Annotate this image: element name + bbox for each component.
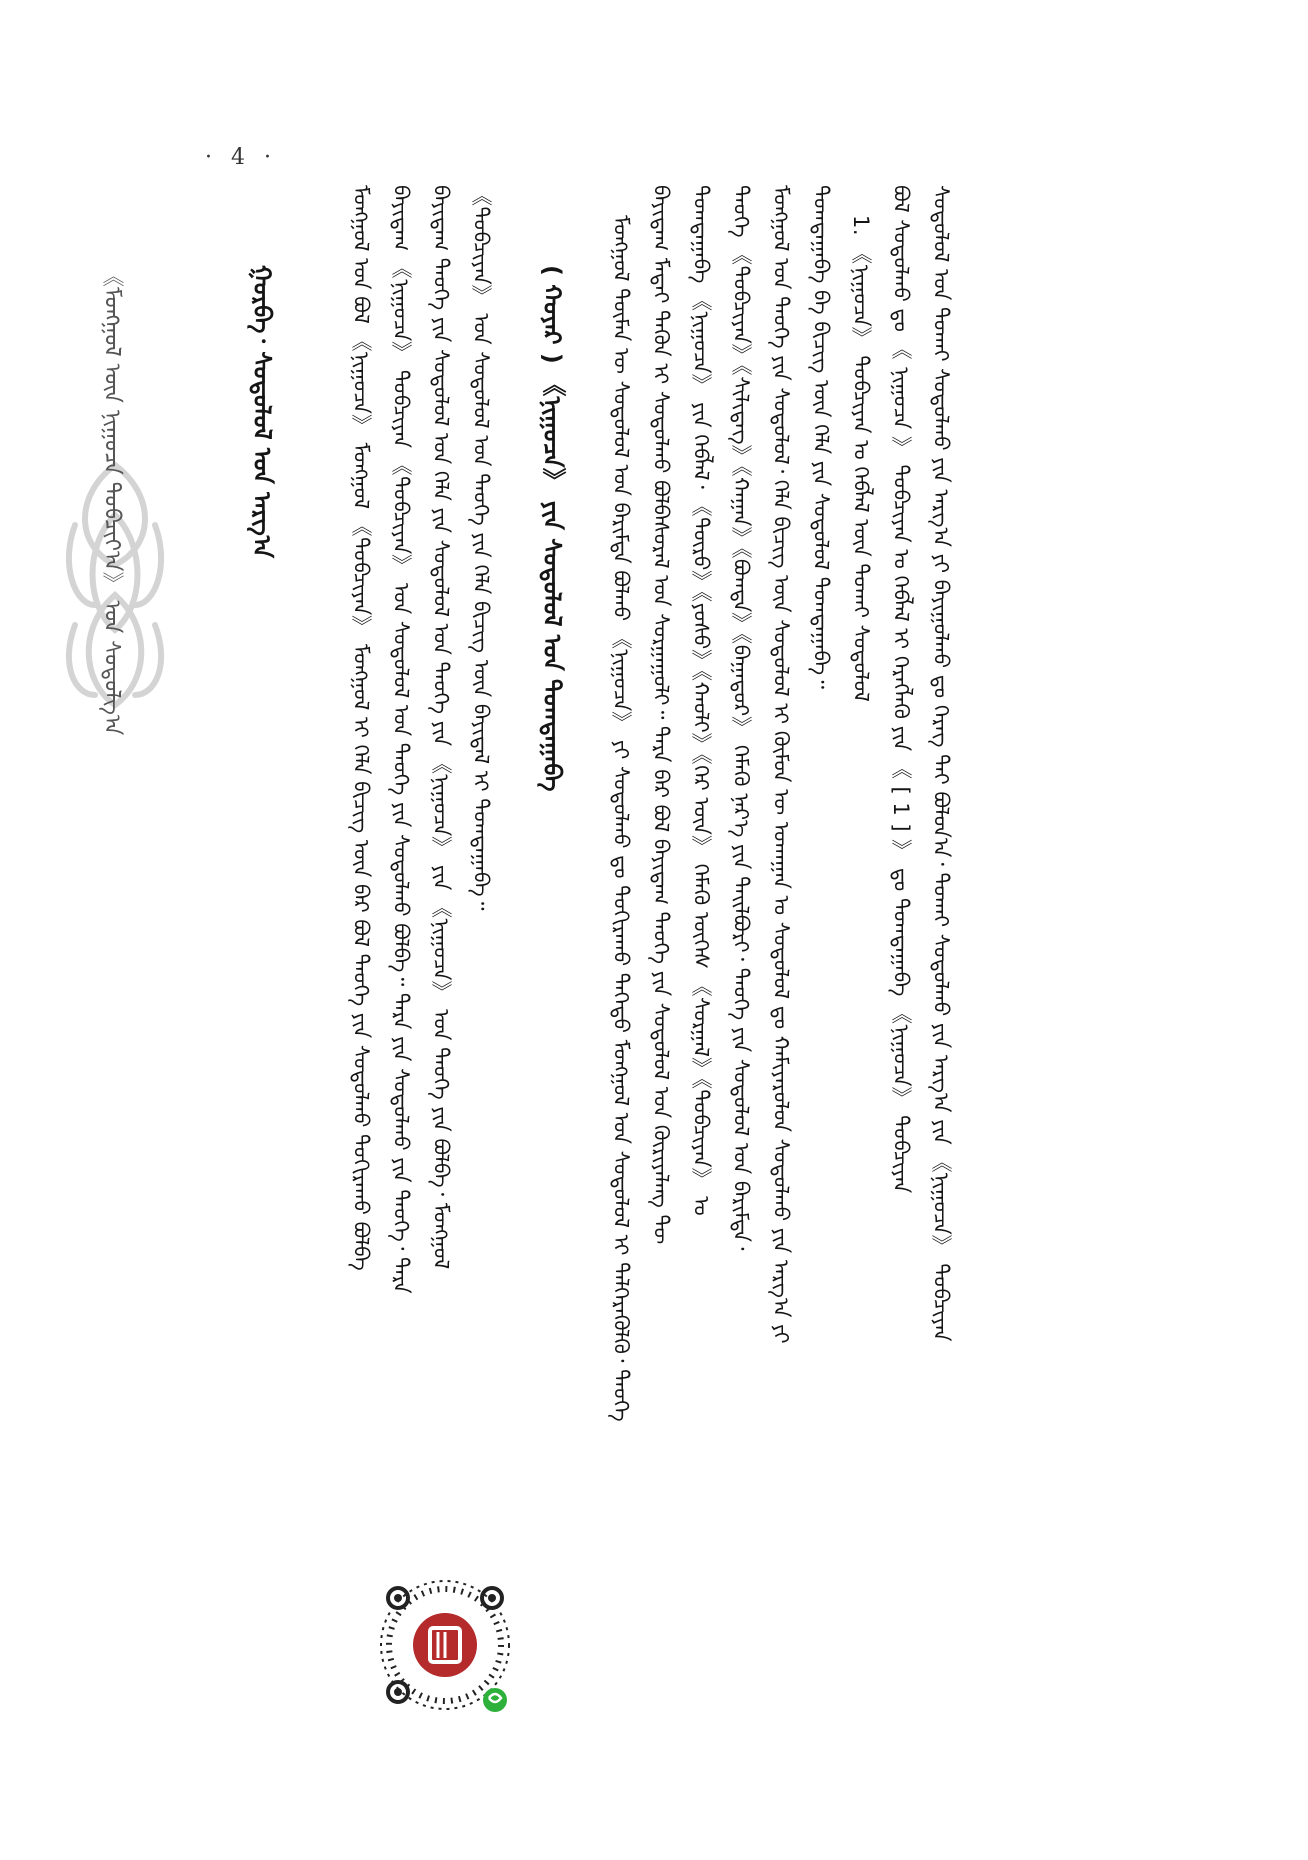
text-column-3: 1. 《ᠨᠢᠭᠤᠴᠠ》 ᠲᠣᠪᠴᠢᠶᠠᠨ ᠤ ᠬᠡᠪᠯᠡᠯ ᠦᠨ ᠲᠣᠬᠠᠢ ᠰᠤᠳᠤᠯᠤᠯ xyxy=(849,215,873,702)
text-column-1: ᠰᠤᠳᠤᠯᠤᠯ ᠤᠨ ᠲᠣᠬᠠᠢ ᠰᠤᠳᠤᠯᠬᠤ ᠶᠢᠨ ᠠᠷᠭ᠎ᠠ ᠶᠢ ᠪᠠᠶᠢᠭᠤᠯᠬᠤ ᠳᠤ ᠬᠡᠷᠡᠭ ᠲᠠᠢ ᠪᠣᠯᠤᠨ᠎ᠠ᠂ ᠲᠣᠬᠠᠢ ᠰᠤᠳᠤᠯᠬᠤ ᠶᠢᠨ ᠠᠷᠭ᠎ᠠ ᠶᠢᠨ 《ᠨᠢᠭᠤᠴᠠ》 ᠲᠣᠪᠴᠢᠶᠠᠨ xyxy=(929,185,953,1342)
text-column-12: ᠪᠠᠶᠢᠳᠠᠭ 《ᠨᠢᠭᠤᠴᠠ》 ᠲᠣᠪᠴᠢᠶᠠᠨ 《ᠲᠣᠪᠴᠢᠶᠠᠨ》 ᠤᠨ ᠰᠤᠳᠤᠯᠤᠯ ᠤᠨ ᠲᠡᠦᠬᠡ ᠶᠢᠨ ᠰᠤᠳᠤᠯᠬᠤ ᠪᠣᠯᠪᠠ᠃ ᠲᠡᠷᠡ ᠶᠢᠨ ᠰᠤᠳᠤᠯᠬᠤ ᠶᠢᠨ ᠲᠡᠦᠬᠡ᠂ ᠲᠡᠷᠡ xyxy=(389,185,413,1294)
text-column-11: ᠪᠠᠶᠢᠳᠠᠭ ᠲᠡᠦᠬᠡ ᠶᠢᠨ ᠰᠤᠳᠤᠯᠤᠯ ᠤᠨ ᠬᠡᠯᠡ ᠶᠢᠨ ᠰᠤᠳᠤᠯᠤᠯ ᠤᠨ ᠲᠡᠦᠬᠡ ᠶᠢᠨ 《ᠨᠢᠭᠤᠴᠠ》 ᠶᠢᠨ 《ᠨᠢᠭᠤᠴᠠ》 ᠤᠨ ᠲᠡᠦᠬᠡ ᠶᠢᠨ ᠪᠣᠯᠪᠠ᠂ ᠮᠣᠩᠭᠣᠯ xyxy=(429,185,453,1270)
text-column-2: ᠪᠣᠯ ᠰᠤᠳᠤᠯᠬᠤ ᠳᠤ 《 ᠨᠢᠭᠤᠴᠠ 》 ᠲᠣᠪᠴᠢᠶᠠᠨ ᠤ ᠬᠡᠪᠯᠡᠯ ᠢ ᠬᠡᠷᠡᠭᠯᠡᠬᠦ ᠶᠢᠨ 《 [ 1 ] 》 ᠳᠤ ᠲᠣᠭᠲᠠᠭᠠᠪᠠ 《ᠨᠢᠭᠤᠴᠠ》 ᠲᠣᠪᠴᠢᠶᠠᠨ xyxy=(889,185,913,1194)
section-heading-2: ( ᠬᠣᠶᠠᠷ ) 《ᠨᠢᠭᠤᠴᠠ》 ᠶᠢᠨ ᠰᠤᠳᠤᠯᠤᠯ ᠤᠨ ᠲᠣᠭᠲᠠᠭᠠᠪᠠ xyxy=(538,265,566,792)
text-column-7: ᠲᠣᠭᠲᠠᠭᠠᠪᠠ 《ᠨᠢᠭᠤᠴᠠ》 ᠶᠢᠨ ᠬᠡᠪᠯᠡᠯ᠂ 《ᠲᠦᠷᠦ》《ᠶᠣᠰᠤ》《ᠬᠠᠤᠯᠢ》《ᠭᠡᠷ ᠦᠨ》 ᠬᠡᠮᠡᠬᠦ ᠦᠭᠡᠰ 《ᠰᠤᠷᠭᠠᠯ》《ᠲᠣᠪᠴᠢᠶᠠᠨ》 ᠤ xyxy=(689,185,713,1216)
qr-code-icon[interactable] xyxy=(370,1570,520,1770)
text-column-9: ᠮᠣᠩᠭᠣᠯ ᠲᠦᠮᠡᠨ ᠦ ᠰᠤᠳᠤᠯᠤᠯ ᠤᠨ ᠪᠠᠷᠢᠮᠲᠠ ᠪᠣᠯᠬᠤ 《ᠨᠢᠭᠤᠴᠠ》 ᠶᠢ ᠰᠤᠳᠤᠯᠬᠤ ᠳᠤ ᠲᠣᠬᠢᠷᠠᠬᠤ ᠳᠡᠭᠡᠳᠦ ᠮᠣᠩᠭᠣᠯ ᠤᠨ ᠰᠤᠳᠤᠯᠤᠯ ᠢ ᠲᠡᠯᠭᠡᠷᠡᠭᠦᠯᠬᠦ᠂ ᠲᠡᠦᠬᠡ xyxy=(609,215,633,1422)
text-column-10: 《ᠲᠣᠪᠴᠢᠶᠠᠨ》 ᠤᠨ ᠰᠤᠳᠤᠯᠤᠯ ᠤᠨ ᠲᠡᠦᠬᠡ ᠶᠢᠨ ᠬᠡᠯᠡ ᠪᠢᠴᠢᠭ ᠦᠨ ᠪᠠᠶᠢᠳᠠᠯ ᠢ ᠲᠣᠭᠲᠠᠭᠠᠪᠠ᠃ xyxy=(469,185,493,911)
text-column-5: ᠮᠣᠩᠭᠣᠯ ᠤᠨ ᠲᠡᠦᠬᠡ ᠶᠢᠨ ᠰᠤᠳᠤᠯᠤᠯ᠂ ᠬᠡᠯᠡ ᠪᠢᠴᠢᠭ ᠦᠨ ᠰᠤᠳᠤᠯᠤᠯ ᠢ ᠬᠦᠮᠦᠨ ᠦ ᠤᠬᠠᠭᠠᠨ ᠤ ᠰᠤᠳᠤᠯᠤᠯ ᠳᠤ ᠬᠠᠮᠢᠶᠠᠷᠤᠯᠤᠨ ᠰᠤᠳᠤᠯᠬᠤ ᠶᠢᠨ ᠠᠷᠭ᠎ᠠ ᠶᠢ xyxy=(769,185,793,1344)
text-column-6: ᠲᠡᠦᠬᠡ 《ᠲᠣᠪᠴᠢᠶᠠᠨ》《ᠰᠢᠯᠢᠳᠡᠭ》《ᠬᠠᠭᠠᠨ》《ᠪᠣᠭᠳᠠ》《ᠪᠠᠭᠠᠲᠤᠷ》 ᠬᠡᠮᠡᠬᠦ ᠨᠡᠷ᠎ᠡ ᠶᠢᠨ ᠲᠠᠢᠯᠪᠤᠷᠢ᠂ ᠲᠡᠦᠬᠡ ᠶᠢᠨ ᠰᠤᠳᠤᠯᠤᠯ ᠤᠨ ᠪᠠᠷᠢᠮᠲᠠ᠂ xyxy=(729,185,753,1251)
running-title: 《ᠮᠣᠩᠭᠣᠯ ᠦᠨ ᠨᠢᠭᠤᠴᠠ ᠲᠣᠪᠴᠢᠶ᠎ᠠ》 ᠤᠨ ᠰᠤᠳᠤᠯᠭ᠎ᠠ xyxy=(99,265,124,736)
text-column-4: ᠲᠣᠭᠲᠠᠭᠠᠪᠠ ᠪᠠ ᠪᠢᠴᠢᠭ ᠦᠨ ᠬᠡᠯᠡ ᠶᠢᠨ ᠰᠤᠳᠤᠯᠤᠯ ᠲᠣᠭᠲᠠᠭᠠᠪᠠ᠃ xyxy=(809,185,833,689)
section-heading-3: ᠭᠤᠷᠪᠠ᠂ ᠰᠤᠳᠤᠯᠤᠯ ᠤᠨ ᠠᠷᠭ᠎ᠠ xyxy=(248,265,276,559)
text-column-8: ᠪᠠᠶᠢᠳᠠᠭ ᠮᠠᠲᠠᠢ ᠲᠡᠭᠦᠨ ᠢ ᠰᠤᠳᠤᠯᠬᠤ ᠪᠣᠯᠪᠠᠰᠤᠷᠠᠯ ᠤᠨ ᠰᠤᠷᠭᠠᠭᠤᠯᠢ᠃ ᠲᠡᠷᠡ ᠪᠡᠷ ᠪᠣᠯ ᠪᠠᠶᠢᠳᠠᠭ ᠲᠡᠦᠬᠡ ᠶᠢᠨ ᠰᠤᠳᠤᠯᠤᠯ ᠤᠨ ᠬᠦᠷᠢᠶᠡᠯᠡᠩ ᠲᠦ xyxy=(649,185,673,1245)
page-number: · 4 · xyxy=(205,145,277,170)
text-column-13: ᠮᠣᠩᠭᠣᠯ ᠤᠨ ᠪᠣᠯ 《ᠨᠢᠭᠤᠴᠠ》 ᠮᠣᠩᠭᠣᠯ 《ᠲᠣᠪᠴᠢᠶᠠᠨ》 ᠮᠣᠩᠭᠣᠯ ᠢ ᠬᠡᠯᠡ ᠪᠢᠴᠢᠭ ᠦᠨ ᠪᠠᠷ ᠪᠣᠯ ᠲᠡᠦᠬᠡ ᠶᠢᠨ ᠰᠤᠳᠤᠯᠬᠤ ᠲᠣᠬᠢᠷᠠᠬᠤ ᠪᠣᠯᠪᠠ xyxy=(349,185,373,1271)
